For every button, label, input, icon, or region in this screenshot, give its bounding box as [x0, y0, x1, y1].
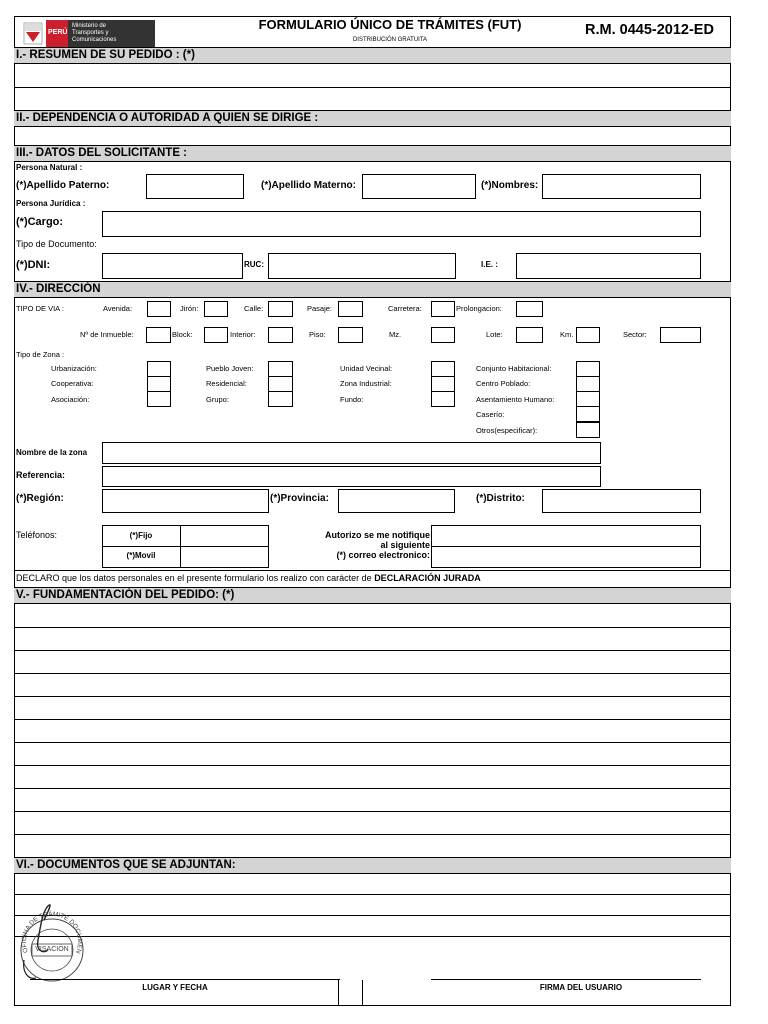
declaro-bold: DECLARACIÓN JURADA	[374, 573, 481, 583]
grupo-label: Grupo:	[206, 395, 229, 404]
movil-label: (*)Movil	[126, 551, 156, 560]
asentamiento-humano-label: Asentamiento Humano:	[476, 395, 555, 404]
ruc-input[interactable]	[268, 253, 456, 279]
caserio-checkbox[interactable]	[576, 406, 600, 422]
nro-inmueble-input[interactable]	[146, 327, 171, 343]
autorizo-line-2: al siguiente	[380, 540, 430, 550]
persona-natural-label: Persona Natural :	[16, 163, 83, 172]
apellido-materno-input[interactable]	[362, 174, 476, 199]
apellido-paterno-input[interactable]	[146, 174, 244, 199]
dni-input[interactable]	[102, 253, 243, 279]
lote-input[interactable]	[516, 327, 543, 343]
divider	[14, 570, 731, 571]
cooperativa-label: Cooperativa:	[51, 379, 94, 388]
asociacion-label: Asociación:	[51, 395, 90, 404]
km-input[interactable]	[576, 327, 600, 343]
correo-input[interactable]	[432, 547, 700, 567]
conjunto-habitacional-checkbox[interactable]	[576, 361, 600, 377]
cargo-label: (*)Cargo:	[16, 216, 64, 228]
jiron-checkbox[interactable]	[204, 301, 228, 317]
lugar-fecha-input[interactable]	[30, 958, 340, 978]
grupo-checkbox[interactable]	[268, 391, 293, 407]
dependencia-input[interactable]	[14, 127, 731, 145]
avenida-checkbox[interactable]	[147, 301, 171, 317]
section-solicitante: III.- DATOS DEL SOLICITANTE :	[14, 145, 731, 162]
interior-input[interactable]	[268, 327, 293, 343]
footer-vline-left	[338, 980, 339, 1006]
resumen-input-line-2[interactable]	[14, 88, 731, 110]
fundo-checkbox[interactable]	[431, 391, 455, 407]
sector-input[interactable]	[660, 327, 701, 343]
resumen-input-line-1[interactable]	[14, 64, 731, 87]
residencial-checkbox[interactable]	[268, 376, 293, 392]
form-title: FORMULARIO ÚNICO DE TRÁMITES (FUT)	[258, 17, 522, 32]
autorizo-line-3: (*) correo electronico:	[336, 550, 430, 560]
unidad-vecinal-checkbox[interactable]	[431, 361, 455, 377]
section-resumen: I.- RESUMEN DE SU PEDIDO : (*)	[14, 47, 731, 64]
piso-input[interactable]	[338, 327, 363, 343]
firma-label: FIRMA DEL USUARIO	[539, 983, 623, 992]
apellido-paterno-label: (*)Apellido Paterno:	[16, 180, 110, 191]
logo-ministry: Ministerio de Transportes y Comunicaciones	[72, 23, 117, 43]
residencial-label: Residencial:	[206, 379, 247, 388]
pueblo-joven-checkbox[interactable]	[268, 361, 293, 377]
region-input[interactable]	[102, 489, 269, 513]
cooperativa-checkbox[interactable]	[147, 376, 171, 392]
pasaje-label: Pasaje:	[307, 304, 333, 313]
lugar-fecha-label: LUGAR Y FECHA	[142, 983, 208, 992]
nombre-zona-label: Nombre de la zona	[16, 448, 88, 457]
nombres-label: (*)Nombres:	[481, 180, 539, 191]
logo-country: PERÚ	[48, 29, 68, 36]
nombre-zona-input[interactable]	[102, 442, 601, 464]
interior-label: Interior:	[230, 330, 256, 339]
form-code: R.M. 0445-2012-ED	[585, 22, 714, 38]
fijo-label: (*)Fijo	[129, 531, 153, 540]
calle-label: Calle:	[244, 304, 264, 313]
block-input[interactable]	[204, 327, 228, 343]
centro-poblado-checkbox[interactable]	[576, 376, 600, 392]
ruc-label: RUC:	[244, 260, 264, 269]
mz-label: Mz.	[389, 330, 402, 339]
lote-label: Lote:	[486, 330, 503, 339]
telefonos-label: Teléfonos:	[16, 530, 58, 540]
zona-industrial-label: Zona Industrial:	[340, 379, 392, 388]
stamp-center-text: VISACIÓN	[35, 946, 69, 953]
dni-label: (*)DNI:	[16, 259, 51, 271]
stamp-ring-text: OFICINA DE TRÁMITE DOCUMEN	[20, 910, 84, 955]
section-documentos: VI.- DOCUMENTOS QUE SE ADJUNTAN:	[14, 857, 731, 874]
urbanizacion-label: Urbanización:	[51, 364, 97, 373]
prolongacion-checkbox[interactable]	[516, 301, 543, 317]
cargo-input[interactable]	[102, 211, 701, 237]
declaro-statement: DECLARO que los datos personales en el presente formulario los realizo con carácter de	[16, 573, 375, 583]
jiron-label: Jirón:	[180, 304, 199, 313]
avenida-label: Avenida:	[103, 304, 133, 313]
firma-input[interactable]	[431, 958, 701, 978]
declaro-text	[16, 573, 481, 583]
fijo-input[interactable]	[181, 526, 268, 546]
distrito-input[interactable]	[542, 489, 701, 513]
section-dependencia: II.- DEPENDENCIA O AUTORIDAD A QUIEN SE DIRIGE :	[14, 110, 731, 127]
ministry-logo	[20, 20, 155, 47]
caserio-label: Caserío:	[476, 410, 505, 419]
movil-input[interactable]	[181, 547, 268, 567]
referencia-label: Referencia:	[16, 470, 66, 480]
form-subtitle: DISTRIBUCIÓN GRATUITA	[352, 37, 428, 43]
pasaje-checkbox[interactable]	[338, 301, 363, 317]
km-label: Km.	[560, 330, 574, 339]
persona-juridica-label: Persona Jurídica :	[16, 199, 86, 208]
apellido-materno-label: (*)Apellido Materno:	[261, 180, 356, 191]
piso-label: Piso:	[309, 330, 326, 339]
otros-label: Otros(especificar):	[476, 426, 538, 435]
fundo-label: Fundo:	[340, 395, 364, 404]
carretera-label: Carretera:	[388, 304, 422, 313]
urbanizacion-checkbox[interactable]	[147, 361, 171, 377]
ie-input[interactable]	[516, 253, 701, 279]
asociacion-checkbox[interactable]	[147, 391, 171, 407]
carretera-checkbox[interactable]	[431, 301, 455, 317]
sector-label: Sector:	[623, 330, 647, 339]
otros-checkbox[interactable]	[576, 422, 600, 438]
conjunto-habitacional-label: Conjunto Habitacional:	[476, 364, 552, 373]
tipo-zona-label: Tipo de Zona :	[16, 350, 65, 359]
calle-checkbox[interactable]	[268, 301, 293, 317]
footer-vline-right	[362, 980, 363, 1006]
prolongacion-label: Prolongacion:	[456, 304, 502, 313]
distrito-label: (*)Distrito:	[476, 493, 525, 504]
asentamiento-humano-checkbox[interactable]	[576, 391, 600, 407]
documentos-textarea[interactable]	[14, 874, 731, 956]
fundamentacion-textarea[interactable]	[14, 605, 731, 857]
autorizo-line-1: Autorizo se me notifique	[324, 530, 430, 540]
block-label: Block:	[172, 330, 193, 339]
referencia-input[interactable]	[102, 466, 601, 487]
provincia-label: (*)Provincia:	[270, 493, 329, 504]
pueblo-joven-label: Pueblo Joven:	[206, 364, 254, 373]
firma-line	[431, 979, 701, 980]
nombres-input[interactable]	[542, 174, 701, 199]
section-direccion: IV.- DIRECCIÓN	[14, 281, 731, 298]
unidad-vecinal-label: Unidad Vecinal:	[340, 364, 393, 373]
centro-poblado-label: Centro Poblado:	[476, 379, 531, 388]
region-label: (*)Región:	[16, 493, 64, 504]
zona-industrial-checkbox[interactable]	[431, 376, 455, 392]
provincia-input[interactable]	[338, 489, 455, 513]
lugar-fecha-line	[30, 979, 340, 980]
mz-input[interactable]	[431, 327, 455, 343]
tipo-via-label: TIPO DE VIA :	[16, 304, 64, 313]
nro-inmueble-label: Nº de Inmueble:	[80, 330, 134, 339]
section-fundamentacion: V.- FUNDAMENTACIÓN DEL PEDIDO: (*)	[14, 587, 731, 604]
tipo-documento-label: Tipo de Documento:	[16, 239, 97, 249]
ie-label: I.E. :	[481, 260, 498, 269]
